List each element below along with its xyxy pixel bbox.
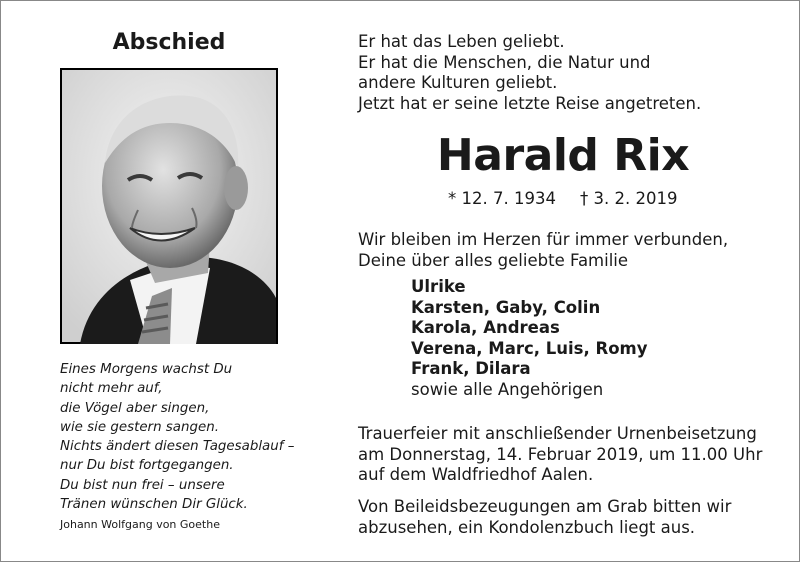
poem-line: Eines Morgens wachst Du — [60, 362, 233, 377]
family-member: Karsten, Gaby, Colin — [411, 297, 601, 317]
ceremony-info — [358, 424, 762, 486]
intro-line: Jetzt hat er seine letzte Reise angetreten. — [358, 93, 702, 113]
relatives-line: sowie alle Angehörigen — [411, 379, 604, 399]
intro-text — [358, 32, 701, 114]
family-members — [411, 277, 648, 400]
condolence-line: Von Beileidsbezeugungen am Grab bitten wir — [358, 497, 732, 516]
ceremony-line: auf dem Waldfriedhof Aalen. — [358, 465, 594, 484]
deceased-name: Harald Rix — [436, 130, 690, 181]
death-date: † 3. 2. 2019 — [580, 189, 678, 208]
family-intro-line: Deine über alles geliebte Familie — [358, 250, 629, 270]
intro-line: andere Kulturen geliebt. — [358, 73, 558, 92]
condolence-note — [358, 497, 731, 538]
ceremony-line: am Donnerstag, 14. Februar 2019, um 11.00 Uhr — [358, 444, 763, 464]
poem-line: Nichts ändert diesen Tagesablauf – — [60, 439, 295, 455]
heading: Abschied — [112, 30, 226, 55]
birth-date: * 12. 7. 1934 — [448, 189, 556, 208]
intro-line: Er hat die Menschen, die Natur und — [358, 52, 651, 72]
poem-line: wie sie gestern sangen. — [60, 419, 219, 435]
poem-line: die Vögel aber singen, — [60, 400, 210, 416]
condolence-line: abzusehen, ein Kondolenzbuch liegt aus. — [358, 517, 696, 537]
poem-line: nur Du bist fortgegangen. — [60, 458, 234, 474]
ceremony-line: Trauerfeier mit anschließender Urnenbeisetzung — [358, 424, 757, 443]
poem-line: nicht mehr auf, — [60, 381, 163, 397]
family-member: Ulrike — [411, 277, 466, 296]
family-member: Verena, Marc, Luis, Romy — [411, 338, 648, 358]
family-intro — [358, 230, 728, 271]
poem — [60, 360, 320, 514]
portrait-photo — [60, 68, 278, 344]
family-member: Frank, Dilara — [411, 359, 531, 378]
poem-author: Johann Wolfgang von Goethe — [60, 518, 220, 531]
family-intro-line: Wir bleiben im Herzen für immer verbunden, — [358, 230, 729, 249]
poem-line: Tränen wünschen Dir Glück. — [60, 497, 248, 513]
family-member: Karola, Andreas — [411, 318, 560, 337]
intro-line: Er hat das Leben geliebt. — [358, 32, 565, 51]
poem-line: Du bist nun frei – unsere — [60, 477, 225, 493]
